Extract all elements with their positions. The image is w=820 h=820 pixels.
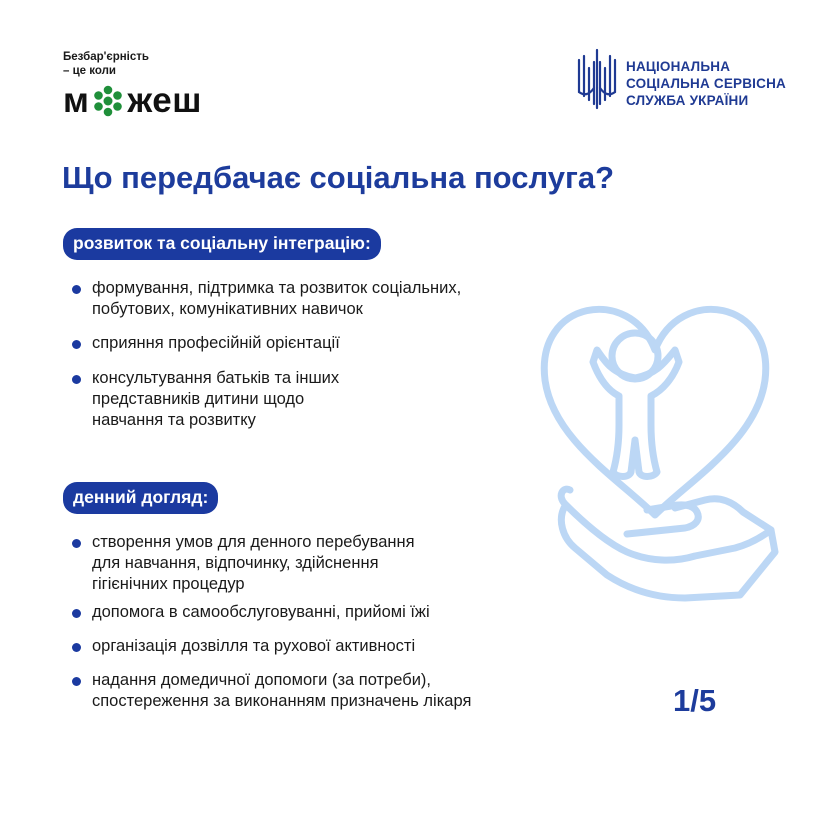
list-item bbox=[72, 602, 471, 623]
tagline-line-1: Безбар'єрність bbox=[63, 51, 149, 63]
list-item-text: допомога в самообслуговуванні, прийомі їжі bbox=[92, 603, 430, 621]
list-item bbox=[72, 670, 471, 712]
campaign-wordmark bbox=[63, 83, 202, 119]
list-item bbox=[72, 532, 471, 595]
list-item bbox=[72, 333, 461, 354]
day-care-list bbox=[72, 532, 471, 712]
bullet-dot-icon bbox=[72, 677, 81, 686]
list-item-text: організація дозвілля та рухової активності bbox=[92, 637, 416, 655]
bullet-dot-icon bbox=[72, 539, 81, 548]
bullet-dot-icon bbox=[72, 643, 81, 652]
heart-hand-child-icon bbox=[535, 290, 780, 610]
agency-line-2: СОЦІАЛЬНА СЕРВІСНА bbox=[626, 76, 786, 91]
wordmark-left: м bbox=[63, 81, 90, 120]
campaign-tagline bbox=[63, 50, 149, 78]
list-item-text: формування, підтримка та розвиток соціальних, побутових, комунікативних навичок bbox=[92, 279, 462, 318]
list-item-text: сприяння професійній орієнтації bbox=[92, 334, 340, 352]
trident-emblem-icon bbox=[575, 48, 619, 110]
bullet-dot-icon bbox=[72, 609, 81, 618]
page-indicator: 1/5 bbox=[673, 683, 717, 718]
list-item-text: створення умов для денного перебування для навчання, відпочинку, здійснення гігієнічних процедур bbox=[92, 533, 415, 593]
bullet-dot-icon bbox=[72, 375, 81, 384]
bullet-dot-icon bbox=[72, 340, 81, 349]
bullet-dot-icon bbox=[72, 285, 81, 294]
page-title: Що передбачає соціальна послуга? bbox=[62, 160, 615, 195]
agency-name bbox=[626, 58, 786, 109]
section-heading-integration: розвиток та соціальну інтеграцію: bbox=[63, 228, 381, 260]
list-item-text: надання домедичної допомоги (за потреби), спостереження за виконанням призначень лікаря bbox=[92, 671, 472, 710]
list-item bbox=[72, 636, 471, 657]
list-item bbox=[72, 278, 461, 320]
list-item bbox=[72, 368, 461, 431]
agency-line-1: НАЦІОНАЛЬНА bbox=[626, 59, 731, 74]
list-item-text: консультування батьків та інших представників дитини щодо навчання та розвитку bbox=[92, 369, 340, 429]
tagline-line-2: – це коли bbox=[63, 65, 116, 77]
integration-list bbox=[72, 278, 461, 431]
wordmark-right: жеш bbox=[127, 81, 202, 120]
flower-icon bbox=[91, 84, 125, 118]
agency-line-3: СЛУЖБА УКРАЇНИ bbox=[626, 93, 749, 108]
section-heading-day-care: денний догляд: bbox=[63, 482, 218, 514]
